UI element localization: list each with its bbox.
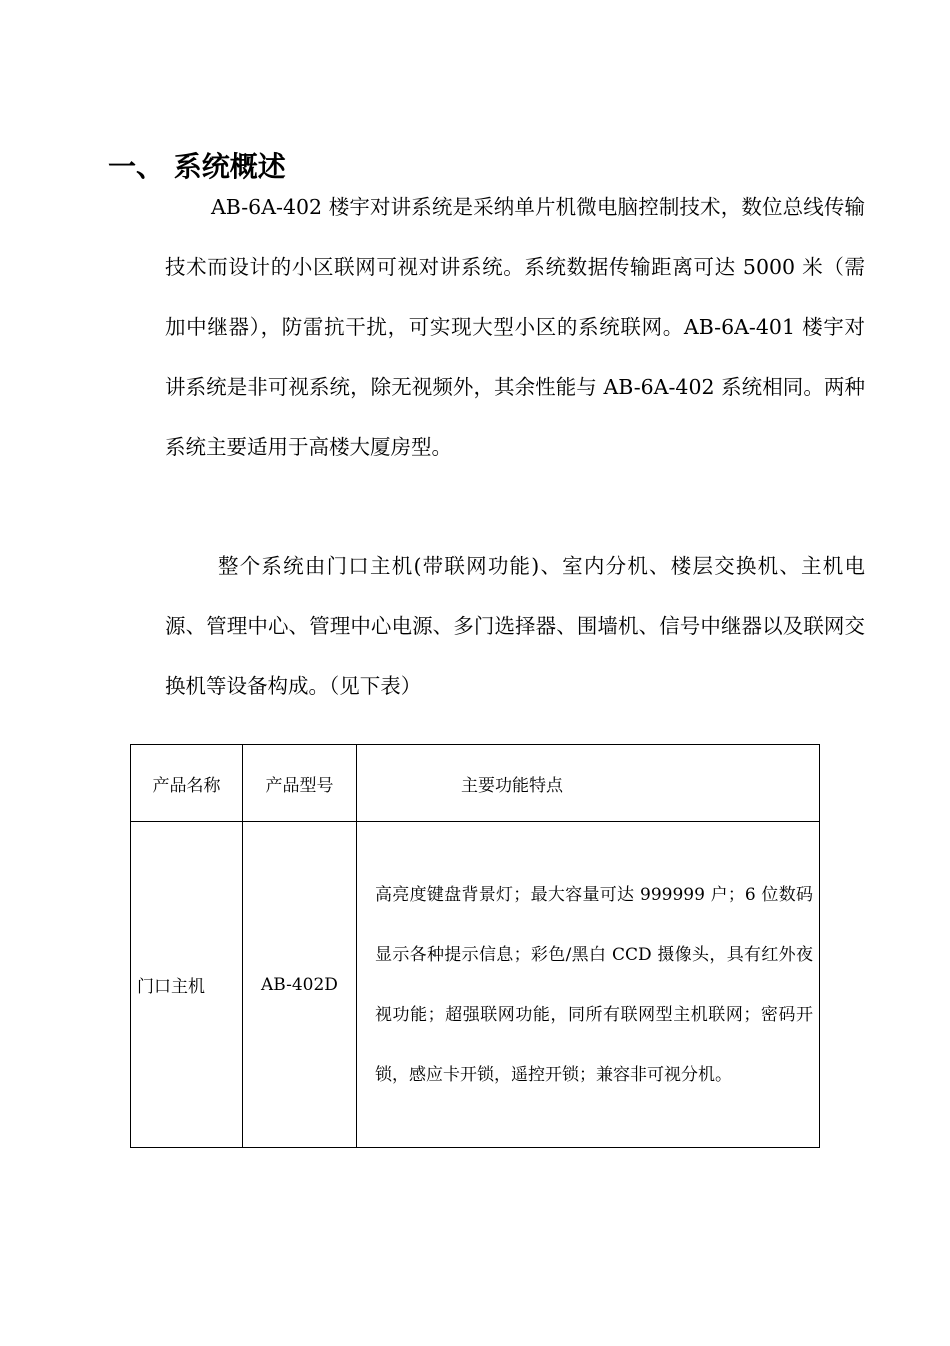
- table-header-row: [131, 745, 820, 822]
- table-row: [131, 822, 820, 1148]
- header-main-features: 主要功能特点: [357, 745, 820, 822]
- cell-product-model: AB-402D: [243, 822, 357, 1148]
- composition-paragraph: 整个系统由门口主机(带联网功能)、室内分机、楼层交换机、主机电源、管理中心、管理中心电源、多门选择器、围墙机、信号中继器以及联网交换机等设备构成。（见下表）: [165, 554, 865, 698]
- intro-paragraph: AB-6A-402 楼宇对讲系统是采纳单片机微电脑控制技术，数位总线传输技术而设计的小区联网可视对讲系统。系统数据传输距离可达 5000 米（需加中继器），防雷抗干扰，可实现大型小区的系统联网。AB-6A-401 楼宇对讲系统是非可视系统，除无视频外，其余性能与 AB-6A-402 系统相同。两种系统主要适用于高楼大厦房型。: [165, 195, 865, 459]
- cell-product-features: 高亮度键盘背景灯；最大容量可达 999999 户；6 位数码显示各种提示信息；彩色/黑白 CCD 摄像头，具有红外夜视功能；超强联网功能，同所有联网型主机联网；密码开锁，感应卡开锁，遥控开锁；兼容非可视分机。: [357, 822, 820, 1148]
- cell-product-name: 门口主机: [131, 822, 243, 1148]
- product-table: [130, 744, 820, 1148]
- section-heading: 一、 系统概述: [108, 149, 286, 183]
- header-product-name: 产品名称: [131, 745, 243, 822]
- header-product-model: 产品型号: [243, 745, 357, 822]
